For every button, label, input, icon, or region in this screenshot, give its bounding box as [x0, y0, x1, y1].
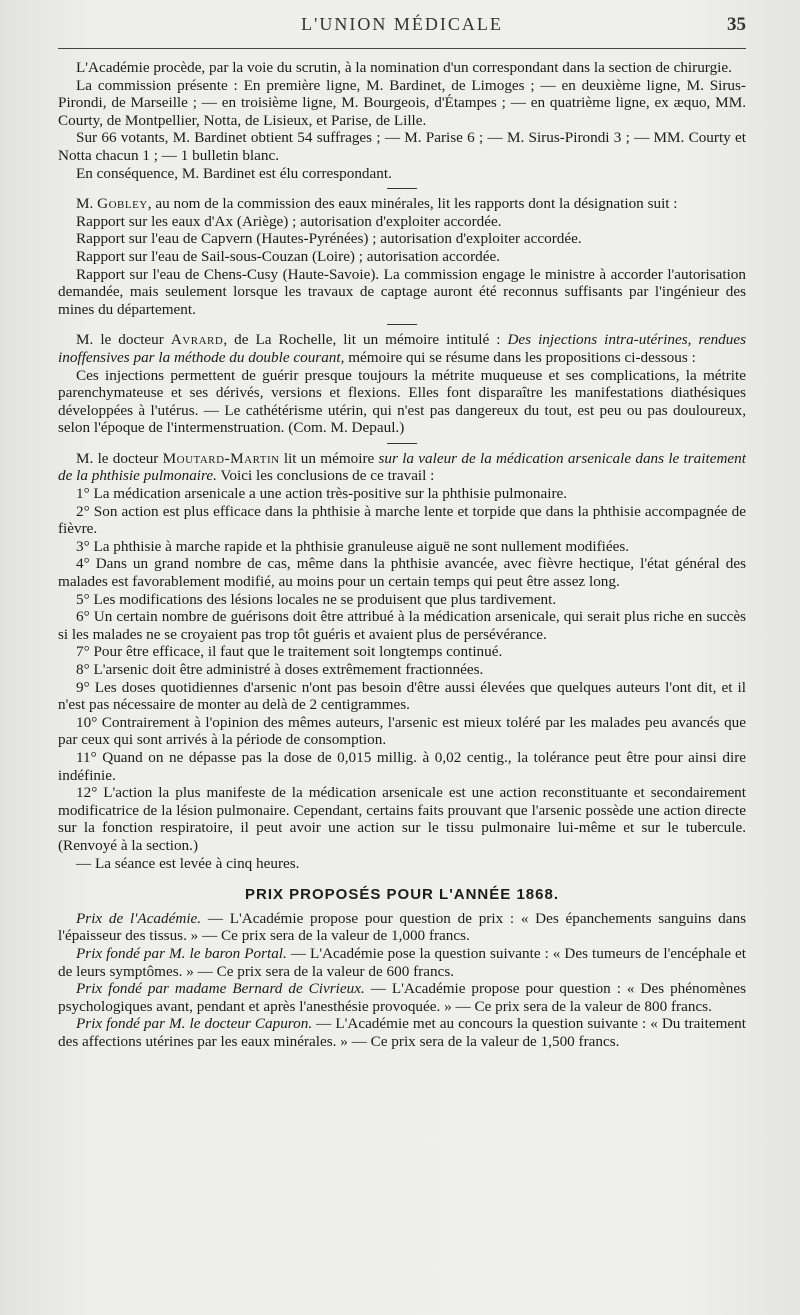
report-item: Rapport sur les eaux d'Ax (Ariège) ; autorisation d'exploiter accordée.	[76, 212, 502, 230]
conclusion-item: 10° Contrairement à l'opinion des mêmes auteurs, l'arsenic est mieux toléré par les malades peu avancés que par ceux qui sont arrivés à la période de consomption.	[58, 713, 746, 749]
conclusion-item: 9° Les doses quotidiennes d'arsenic n'ont pas besoin d'être aussi élevées que quelques auteurs l'ont dit, et il n'est pas nécessaire de monter au delà de 2 centigrammes.	[58, 678, 746, 714]
section-separator	[387, 443, 417, 444]
report-item: Rapport sur l'eau de Sail-sous-Couzan (Loire) ; autorisation accordée.	[76, 247, 501, 265]
avrard-summary: Ces injections permettent de guérir presque toujours la métrite muqueuse et ses complications, la métrite parenchymateuse et ses dérivés, versions et flexions. Elles font disparaître les manifestations diathésiques développées à l'utérus. — Le cathétérisme utérin, qui n'est pas dangereux du tout, est peu ou pas douloureux, selon l'époque de l'intermenstruation. (Com. M. Depaul.)	[58, 366, 746, 437]
speaker-name: Moutard-Martin	[162, 449, 280, 467]
prize-label: Prix de l'Académie.	[76, 909, 202, 927]
conclusion-item: 11° Quand on ne dépasse pas la dose de 0,015 millig. à 0,02 centig., la tolérance peut être pour ainsi dire indéfinie.	[58, 748, 746, 784]
prize-label: Prix fondé par madame Bernard de Civrieux.	[76, 980, 365, 998]
conclusion-item: 7° Pour être efficace, il faut que le traitement soit longtemps continué.	[76, 643, 503, 661]
memoir-title: sur la valeur de la médication arsenicale dans le traitement de la phthisie pulmonaire.	[58, 449, 746, 485]
prize-label: Prix fondé par M. le docteur Capuron.	[76, 1015, 313, 1033]
conclusion-item: 6° Un certain nombre de guérisons doit être attribué à la médication arsenicale, qui serait plus riche en succès si les malades ne se croyaient pas trop tôt guéris et avaient plus de persévérance.	[58, 608, 746, 643]
conclusion-item: 12° L'action la plus manifeste de la médication arsenicale est une action reconstituante et secondairement modificatrice de la lésion pulmonaire. Cependant, certains faits prouvant que l'arsenic possède une action directe sur la fonction respiratoire, il peut avoir une action sur le tissu pulmonaire lui-même et sur le tubercule. (Renvoyé à la section.)	[58, 784, 746, 854]
prize-label: Prix fondé par M. le baron Portal.	[76, 944, 287, 962]
closing-line: — La séance est levée à cinq heures.	[76, 854, 300, 872]
report-item: Rapport sur l'eau de Capvern (Hautes-Pyrénées) ; autorisation d'exploiter accordée.	[76, 230, 582, 248]
prize-item: Prix fondé par M. le docteur Capuron. — L'Académie met au concours la question suivante : « Du traitement des affections utérines par les eaux minérales. » — Ce prix sera de la valeur de 1,500 francs.	[58, 1015, 746, 1050]
intro-paragraph: Sur 66 votants, M. Bardinet obtient 54 suffrages ; — M. Parise 6 ; — M. Sirus-Pirondi 3 ; — MM. Courty et Notta chacun 1 ; — 1 bulletin blanc.	[58, 129, 746, 164]
conclusion-item: 3° La phthisie à marche rapide et la phthisie granuleuse aiguë ne sont nullement modifiées.	[76, 537, 630, 555]
memoir-title: Des injections intra-utérines, rendues inoffensives par la méthode du double courant,	[58, 331, 747, 366]
speaker-name: Gobley	[97, 195, 148, 213]
speaker-name: Avrard	[170, 331, 224, 349]
header-rule	[58, 48, 746, 49]
section-separator	[387, 324, 417, 325]
prizes-heading: PRIX PROPOSÉS POUR L'ANNÉE 1868.	[245, 886, 559, 904]
section-separator	[387, 188, 417, 189]
prize-item: Prix de l'Académie. — L'Académie propose pour question de prix : « Des épanchements sanguins dans l'épaisseur des tissus. » — Ce prix sera de la valeur de 1,000 francs.	[58, 909, 746, 945]
conclusion-item: 2° Son action est plus efficace dans la phthisie à marche lente et torpide que dans la phthisie accompagnée de fièvre.	[58, 502, 746, 538]
page-number: 35	[727, 14, 746, 35]
report-item: Rapport sur l'eau de Chens-Cusy (Haute-Savoie). La commission engage le ministre à accorder l'autorisation demandée, mais seulement lorsque les travaux de captage auront été reconnus suffisants par l'ingénieur des mines du département.	[58, 265, 746, 318]
gobley-paragraph: M. Gobley, au nom de la commission des eaux minérales, lit les rapports dont la désignation suit :	[76, 195, 678, 213]
prize-item: Prix fondé par M. le baron Portal. — L'Académie pose la question suivante : « Des tumeurs de l'encéphale et de leurs symptômes. » — Ce prix sera de la valeur de 600 francs.	[58, 944, 746, 980]
intro-paragraph: L'Académie procède, par la voie du scrutin, à la nomination d'un correspondant dans la section de chirurgie.	[76, 59, 732, 76]
journal-title: L'UNION MÉDICALE	[301, 14, 503, 34]
conclusion-item: 8° L'arsenic doit être administré à doses extrêmement fractionnées.	[76, 661, 484, 678]
conclusion-item: 4° Dans un grand nombre de cas, même dans la phthisie avancée, avec fièvre hectique, l'état général des malades est favorablement modifié, au moins pour un certain temps qui peut être assez long.	[58, 555, 746, 591]
running-header	[58, 14, 746, 44]
avrard-paragraph: M. le docteur Avrard, de La Rochelle, lit un mémoire intitulé : Des injections intra-utérines, rendues inoffensives par la méthode du double courant, mémoire qui se résume dans les propositions ci-dessous :	[58, 331, 747, 366]
conclusion-item: 5° Les modifications des lésions locales ne se produisent que plus tardivement.	[76, 590, 557, 608]
conclusion-item: 1° La médication arsenicale a une action très-positive sur la phthisie pulmonaire.	[76, 485, 568, 503]
article-body	[58, 59, 746, 1050]
prize-item: Prix fondé par madame Bernard de Civrieux. — L'Académie propose pour question : « Des phénomènes psychologiques avant, pendant et après l'anesthésie provoquée. » — Ce prix sera de la valeur de 800 francs.	[58, 980, 746, 1015]
intro-paragraph: En conséquence, M. Bardinet est élu correspondant.	[76, 164, 392, 182]
moutard-paragraph: M. le docteur Moutard-Martin lit un mémoire sur la valeur de la médication arsenicale dans le traitement de la phthisie pulmonaire. Voici les conclusions de ce travail :	[58, 449, 746, 485]
intro-paragraph: La commission présente : En première ligne, M. Bardinet, de Limoges ; — en deuxième ligne, M. Sirus-Pirondi, de Marseille ; — en troisième ligne, M. Bourgeois, d'Étampes ; — en quatrième ligne, ex æquo, MM. Courty, de Montpellier, Notta, de Lisieux, et Parise, de Lille.	[58, 76, 746, 129]
